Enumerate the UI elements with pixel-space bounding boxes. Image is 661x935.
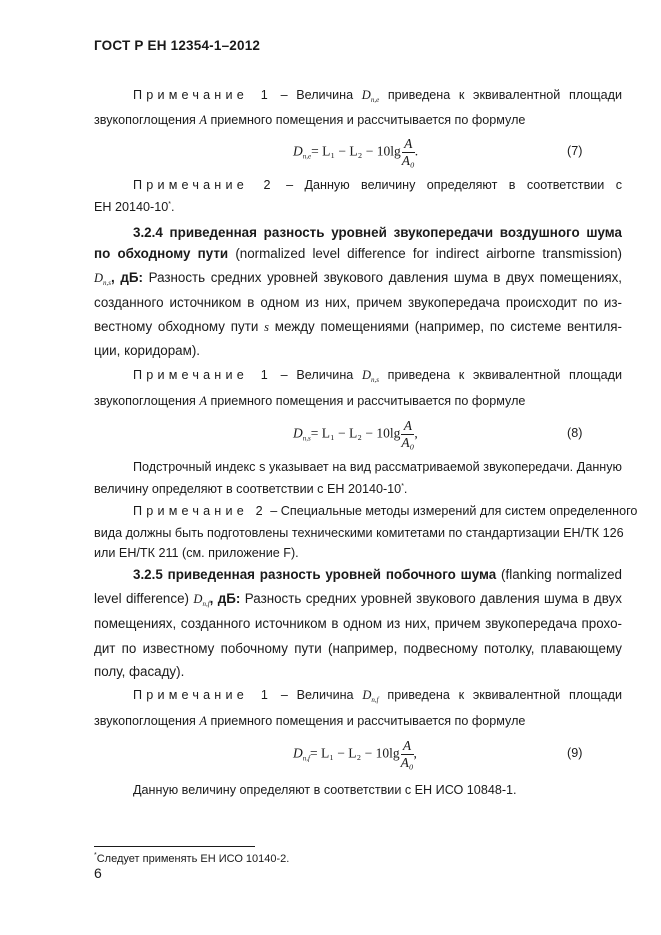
- note-5-line-2: звукопоглощения A приемного помещения и рассчитывается по формуле: [94, 714, 526, 728]
- section-3-2-4-line-3: $D_{n,s}$, дБ: Разность средних уровней звукового давления шума в двух помещениях,: [94, 270, 622, 287]
- note-1-line-2: звукопоглощения A приемного помещения и рассчитывается по формуле: [94, 113, 526, 127]
- note-3-line-2: звукопоглощения A приемного помещения и рассчитывается по формуле: [94, 394, 526, 408]
- section-3-2-5-line-5: полу, фасаду).: [94, 664, 185, 679]
- section-3-2-5-line-2: level difference) $D_{n,f}$, дБ: Разность средних уровней звукового давления шума в двух: [94, 591, 622, 608]
- equation-8: $D_{n,s}= L_1 - L_2 - 10\lg$ $\frac{A}{\text{A₀}}$ ,: [293, 418, 418, 450]
- equation-7-number: (7): [567, 144, 583, 158]
- note-2-line-1: Примечание 2 – Данную величину определяют в соответствии с: [133, 178, 623, 192]
- section-3-2-4-title: 3.2.4 приведенная разность уровней звукопередачи воздушного шума: [133, 225, 622, 240]
- note-5-line-1: Примечание 1 – Величина $D_{n,f}$ приведена к эквивалентной площади: [133, 688, 623, 704]
- section-3-2-4-line-2: по обходному пути (normalized level difference for indirect airborne transmission): [94, 246, 622, 261]
- note-4-line-2: вида должны быть подготовлены техническими комитетами по стандартизации ЕН/ТК 126: [94, 526, 624, 540]
- footnote-rule: [94, 846, 255, 847]
- equation-8-number: (8): [567, 426, 583, 440]
- footnote: *Следует применять ЕН ИСО 10140-2.: [94, 852, 290, 865]
- note-1-line-1: Примечание 1 – Величина $D_{n,e}$ приведена к эквивалентной площади: [133, 88, 623, 104]
- para-subscript-line-2: величину определяют в соответствии с ЕН 20140-10*.: [94, 482, 408, 496]
- note-4-line-3: или ЕН/ТК 211 (см. приложение F).: [94, 546, 299, 560]
- page-number: 6: [94, 865, 102, 881]
- section-3-2-5-title: 3.2.5 приведенная разность уровней побочного шума (flanking normalized: [133, 567, 622, 582]
- section-3-2-4-line-6: ции, коридорам).: [94, 343, 200, 358]
- section-3-2-4-line-5: вестному обходному пути s между помещениями (например, по системе вентиля-: [94, 319, 622, 334]
- equation-9: $D_{n,f}= L_1 - L_2 - 10\lg$ $\frac{A}{\text{A₀}}$ ,: [293, 738, 417, 770]
- equation-7: $D_{n,e}= L_1 - L_2 - 10\lg$ $\frac{A}{\text{A₀}}$ .: [293, 136, 419, 168]
- final-paragraph: Данную величину определяют в соответствии с ЕН ИСО 10848-1.: [133, 783, 517, 797]
- section-3-2-5-line-4: дит по известному побочному пути (например, подвесному потолку, плавающему: [94, 641, 622, 656]
- note-label: Примечание 1: [133, 88, 272, 102]
- section-3-2-4-line-4: созданного источником в одном из них, причем звукопередача происходит по из-: [94, 295, 622, 310]
- note-3-line-1: Примечание 1 – Величина $D_{n,s}$ приведена к эквивалентной площади: [133, 368, 623, 384]
- note-4-line-1: Примечание 2 – Специальные методы измерений для систем определенного: [133, 504, 638, 518]
- symbol-d: $D_{n,e}$: [361, 88, 380, 104]
- para-subscript-line-1: Подстрочный индекс s указывает на вид рассматриваемой звукопередачи. Данную: [133, 460, 622, 474]
- document-header: ГОСТ Р ЕН 12354-1–2012: [94, 38, 261, 53]
- section-3-2-5-line-3: помещениях, созданного источником в одном из них, причем звукопередача прохо-: [94, 616, 622, 631]
- equation-9-number: (9): [567, 746, 583, 760]
- note-2-line-2: ЕН 20140-10*.: [94, 200, 175, 214]
